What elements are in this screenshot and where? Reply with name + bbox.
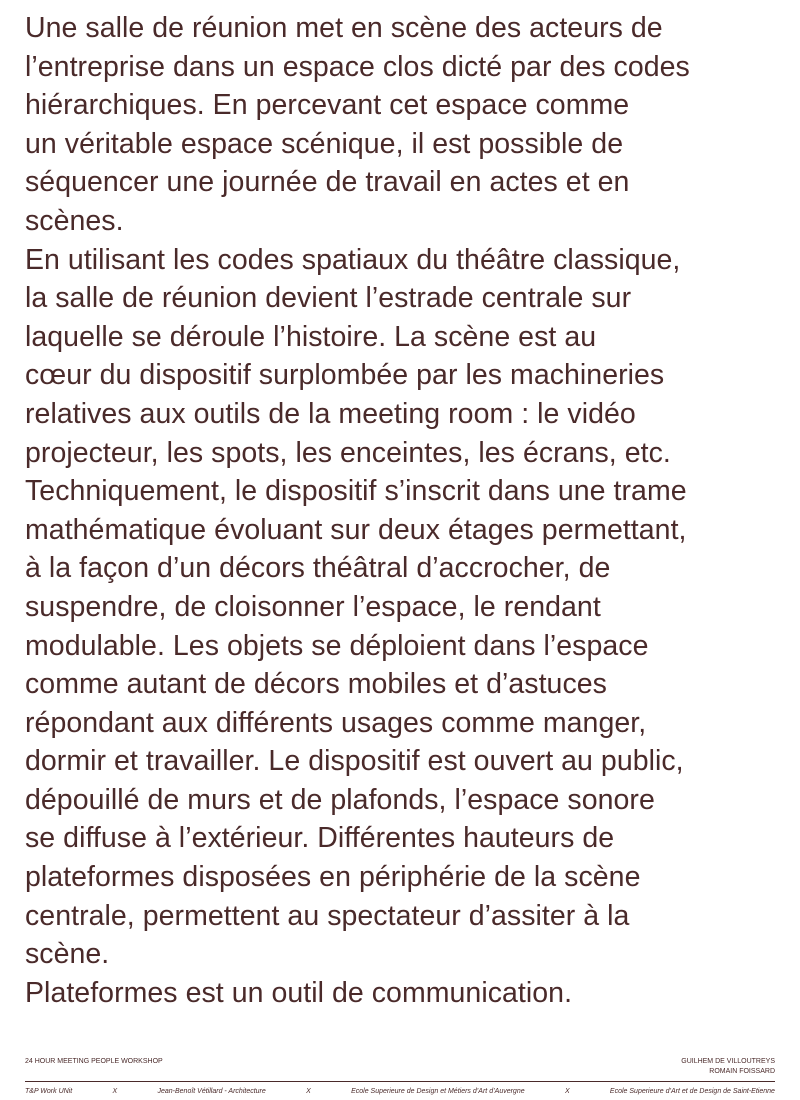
body-line: plateformes disposées en périphérie de la scène — [25, 861, 641, 894]
credit-item: Jean-Benoît Vétillard - Architecture — [157, 1088, 266, 1095]
body-line: comme autant de décors mobiles et d’astuces — [25, 668, 607, 701]
author-name: GUILHEM DE VILLOUTREYS — [681, 1058, 775, 1065]
credit-separator: X — [112, 1088, 118, 1095]
body-line: suspendre, de cloisonner l’espace, le rendant — [25, 590, 601, 623]
credit-separator: X — [306, 1088, 311, 1095]
body-line: dormir et travailler. Le dispositif est ouvert au public, — [25, 745, 684, 778]
body-line: mathématique évoluant sur deux étages permettant, — [25, 513, 687, 546]
body-line: la salle de réunion devient l’estrade centrale sur — [25, 282, 632, 315]
body-line: séquencer une journée de travail en actes et en — [25, 166, 630, 199]
body-line: cœur du dispositif surplombée par les machineries — [25, 359, 665, 392]
body-text — [25, 9, 795, 1012]
body-line: un véritable espace scénique, il est possible de — [25, 127, 624, 160]
body-line: laquelle se déroule l’histoire. La scène est au — [25, 320, 597, 353]
body-line: scènes. — [25, 204, 124, 237]
body-line: centrale, permettent au spectateur d’assiter à la — [25, 899, 630, 932]
credits-line — [25, 1087, 775, 1096]
body-line: dépouillé de murs et de plafonds, l’espace sonore — [25, 783, 655, 816]
body-line: modulable. Les objets se déploient dans l’espace — [25, 629, 649, 662]
author-name: ROMAIN FOISSARD — [709, 1067, 775, 1075]
body-line: projecteur, les spots, les enceintes, les écrans, etc. — [25, 436, 671, 469]
body-line: Plateformes est un outil de communication. — [25, 976, 573, 1009]
credit-item: T&P Work UNit — [25, 1088, 73, 1095]
body-line: Une salle de réunion met en scène des acteurs de — [25, 12, 663, 44]
author-block — [681, 1057, 775, 1076]
footer-divider — [25, 1081, 775, 1082]
body-line: scène. — [25, 938, 110, 971]
body-line: se diffuse à l’extérieur. Différentes hauteurs de — [25, 822, 615, 855]
credit-item: Ecole Superieure d’Art et de Design de Saint-Etienne — [609, 1088, 775, 1095]
body-line: En utilisant les codes spatiaux du théâtre classique, — [25, 243, 681, 276]
body-line: hiérarchiques. En percevant cet espace comme — [25, 89, 630, 122]
credit-item: Ecole Superieure de Design et Métiers d’Art d’Auvergne — [351, 1088, 525, 1095]
body-line: à la façon d’un décors théâtral d’accrocher, de — [25, 552, 611, 585]
body-line: Techniquement, le dispositif s’inscrit dans une trame — [25, 475, 687, 508]
body-line: l’entreprise dans un espace clos dicté par des codes — [25, 50, 690, 83]
body-line: relatives aux outils de la meeting room : le vidéo — [25, 397, 636, 430]
body-line: répondant aux différents usages comme manger, — [25, 706, 647, 739]
credit-separator: X — [564, 1088, 570, 1095]
workshop-title: 24 HOUR MEETING PEOPLE WORKSHOP — [25, 1058, 163, 1065]
